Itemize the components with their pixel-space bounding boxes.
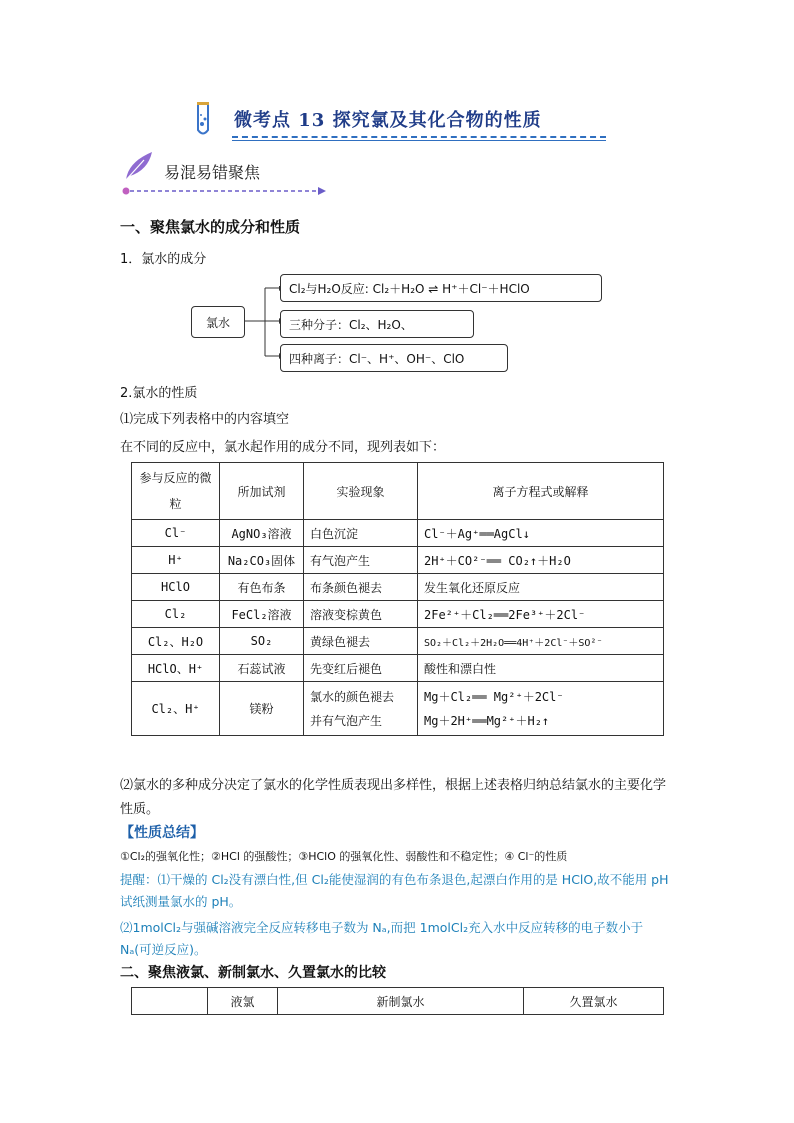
feather-icon — [122, 150, 156, 182]
table-cell: 发生氧化还原反应 — [418, 574, 664, 601]
table-header — [132, 988, 208, 1015]
section-label: 易混易错聚焦 — [164, 163, 261, 182]
table-cell: HClO、H⁺ — [132, 655, 220, 682]
table-cell: 有气泡产生 — [304, 547, 418, 574]
table-row — [132, 520, 664, 547]
table-cell: 酸性和漂白性 — [418, 655, 664, 682]
part1-sub2: 2.氯水的性质 — [120, 386, 198, 401]
table-cell: 先变红后褪色 — [304, 655, 418, 682]
table-header: 离子方程式或解释 — [418, 463, 664, 520]
part1-intro: 在不同的反应中，氯水起作用的成分不同，现列表如下： — [120, 440, 446, 455]
diagram-branch-reaction: Cl₂与H₂O反应: Cl₂＋H₂O ⇌ H⁺＋Cl⁻＋HClO — [280, 274, 602, 302]
table-row — [132, 601, 664, 628]
table-row — [132, 682, 664, 736]
table-cell: 有色布条 — [220, 574, 304, 601]
section-tag — [122, 150, 332, 196]
table-header: 参与反应的微粒 — [132, 463, 220, 520]
table-cell: Na₂CO₃固体 — [220, 547, 304, 574]
table-header-row — [132, 463, 664, 520]
chlorine-water-table — [131, 462, 664, 736]
table-cell: H⁺ — [132, 547, 220, 574]
table-cell: SO₂ — [220, 628, 304, 655]
table-cell: Cl⁻ — [132, 520, 220, 547]
table-cell: AgNO₃溶液 — [220, 520, 304, 547]
table-cell — [304, 682, 418, 736]
diagram-root: 氯水 — [191, 306, 245, 338]
phenomenon-line: 氯水的颜色褪去 — [310, 689, 395, 704]
table-cell: 黄绿色褪去 — [304, 628, 418, 655]
page-header — [188, 100, 608, 144]
diagram-branch-molecules: 三种分子：Cl₂、H₂O、 — [280, 310, 474, 338]
equation-line: Mg＋2H⁺══Mg²⁺＋H₂↑ — [424, 713, 550, 728]
test-tube-icon — [188, 100, 218, 138]
table-header: 所加试剂 — [220, 463, 304, 520]
table-cell: 2Fe²⁺＋Cl₂══2Fe³⁺＋2Cl⁻ — [418, 601, 664, 628]
equation-line: Mg＋Cl₂══ Mg²⁺＋2Cl⁻ — [424, 689, 564, 704]
summary-text: ①Cl₂的强氧化性；②HCl 的强酸性；③HClO 的强氧化性、弱酸性和不稳定性；④ Cl⁻的性质 — [120, 850, 568, 863]
table-cell: Cl₂、H⁺ — [132, 682, 220, 736]
table-cell: Cl₂、H₂O — [132, 628, 220, 655]
title-divider — [232, 136, 606, 138]
table-cell: SO₂＋Cl₂＋2H₂O══4H⁺＋2Cl⁻＋SO²⁻ — [418, 628, 664, 655]
table-cell: Cl₂ — [132, 601, 220, 628]
table-cell: Cl⁻＋Ag⁺══AgCl↓ — [418, 520, 664, 547]
diagram-branch-ions: 四种离子：Cl⁻、H⁺、OH⁻、ClO — [280, 344, 508, 372]
table-cell: 溶液变棕黄色 — [304, 601, 418, 628]
summary-title: 【性质总结】 — [120, 825, 204, 841]
table-header: 液氯 — [208, 988, 278, 1015]
part1-para2: ⑵氯水的多种成分决定了氯水的化学性质表现出多样性，根据上述表格归纳总结氯水的主要化学性质。 — [120, 778, 667, 817]
table-row — [132, 628, 664, 655]
table-cell: HClO — [132, 574, 220, 601]
table-header: 久置氯水 — [524, 988, 664, 1015]
section-arrow-icon — [122, 186, 328, 196]
part1-sub1: 1．氯水的成分 — [120, 252, 207, 267]
table-cell — [418, 682, 664, 736]
part1-sub2a: ⑴完成下列表格中的内容填空 — [120, 412, 290, 427]
table-row — [132, 655, 664, 682]
table-cell: 白色沉淀 — [304, 520, 418, 547]
tip-1: 提醒：⑴干燥的 Cl₂没有漂白性,但 Cl₂能使湿润的有色布条退色,起漂白作用的是 HClO,故不能用 pH 试纸测量氯水的 pH。 — [120, 872, 669, 909]
part1-heading: 一、聚焦氯水的成分和性质 — [120, 218, 301, 236]
comparison-table — [131, 987, 664, 1015]
part2-heading: 二、聚焦液氯、新制氯水、久置氯水的比较 — [120, 965, 386, 981]
table-cell: FeCl₂溶液 — [220, 601, 304, 628]
table-header: 新制氯水 — [278, 988, 524, 1015]
tip-2: ⑵1molCl₂与强碱溶液完全反应转移电子数为 Nₐ,而把 1molCl₂充入水中反应转移的电子数小于 Nₐ(可逆反应)。 — [120, 920, 644, 957]
table-cell: 布条颜色褪去 — [304, 574, 418, 601]
diagram-connectors — [245, 286, 285, 362]
phenomenon-line: 并有气泡产生 — [310, 713, 383, 728]
table-cell: 2H⁺＋CO²⁻══ CO₂↑＋H₂O — [418, 547, 664, 574]
table-header: 实验现象 — [304, 463, 418, 520]
table-cell: 镁粉 — [220, 682, 304, 736]
table-row — [132, 547, 664, 574]
table-header-row — [132, 988, 664, 1015]
table-row — [132, 574, 664, 601]
page-title: 微考点 13 探究氯及其化合物的性质 — [234, 110, 542, 131]
title-underline — [232, 140, 606, 141]
table-cell: 石蕊试液 — [220, 655, 304, 682]
